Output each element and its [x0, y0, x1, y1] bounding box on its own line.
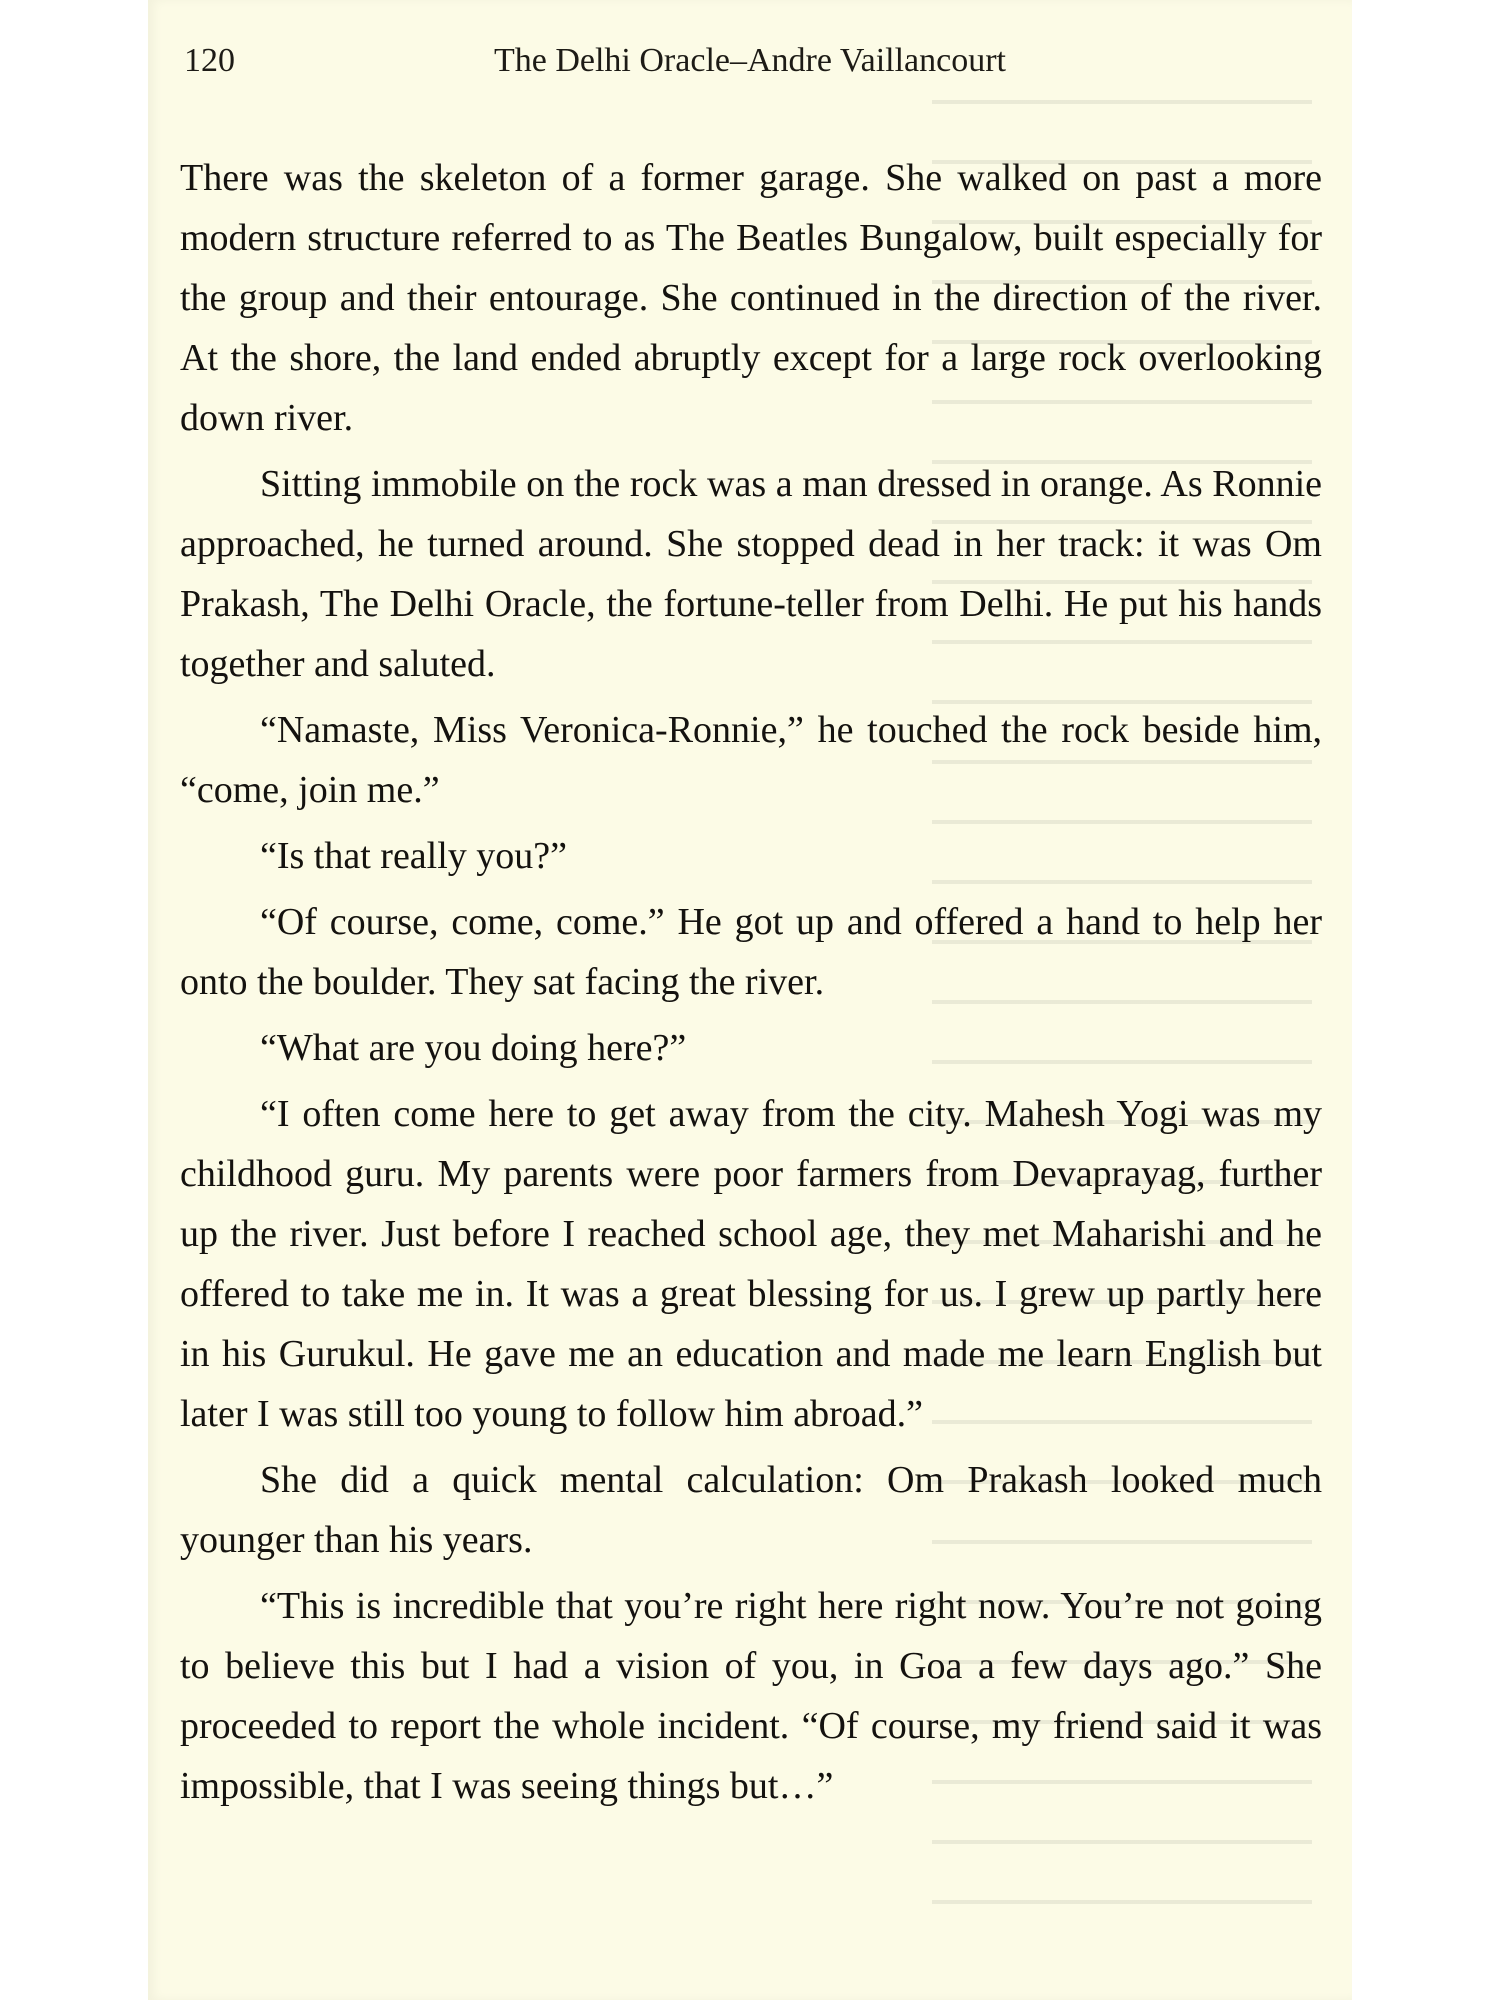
paragraph-9: “This is incredible that you’re right here right now. You’re not going to believe this but I had a vision of you, in Goa a few days ago.” She proceeded to report the whole incident. “Of course, my friend said it was impossible, that I was seeing things but…”: [180, 1585, 1322, 1807]
body-text: [180, 148, 1322, 1822]
paragraph-4: “Is that really you?”: [260, 835, 568, 877]
paragraph-3: “Namaste, Miss Veronica-Ronnie,” he touched the rock beside him, “come, join me.”: [180, 709, 1322, 811]
paragraph-1: There was the skeleton of a former garage. She walked on past a more modern structure referred to as The Beatles Bungalow, built especially for the group and their entourage. She continued in the direction of the river. At the shore, the land ended abruptly except for a large rock overlooking down river.: [180, 157, 1322, 439]
paragraph-7: “I often come here to get away from the city. Mahesh Yogi was my childhood guru. My parents were poor farmers from Devaprayag, further up the river. Just before I reached school age, they met Maharishi and he offered to take me in. It was a great blessing for us. I grew up partly here in his Gurukul. He gave me an education and made me learn English but later I was still too young to follow him abroad.”: [180, 1093, 1322, 1435]
page-number: 120: [184, 42, 235, 79]
running-head: [184, 42, 1316, 92]
paragraph-6: “What are you doing here?”: [260, 1027, 687, 1069]
book-page: [148, 0, 1352, 2000]
paragraph-5: “Of course, come, come.” He got up and offered a hand to help her onto the boulder. They sat facing the river.: [180, 901, 1322, 1003]
running-title: The Delhi Oracle–Andre Vaillancourt: [493, 42, 1006, 79]
paragraph-2: Sitting immobile on the rock was a man dressed in orange. As Ronnie approached, he turned around. She stopped dead in her track: it was Om Prakash, The Delhi Oracle, the fortune-teller from Delhi. He put his hands together and saluted.: [180, 463, 1322, 685]
paragraph-8: She did a quick mental calculation: Om Prakash looked much younger than his years.: [180, 1459, 1322, 1561]
